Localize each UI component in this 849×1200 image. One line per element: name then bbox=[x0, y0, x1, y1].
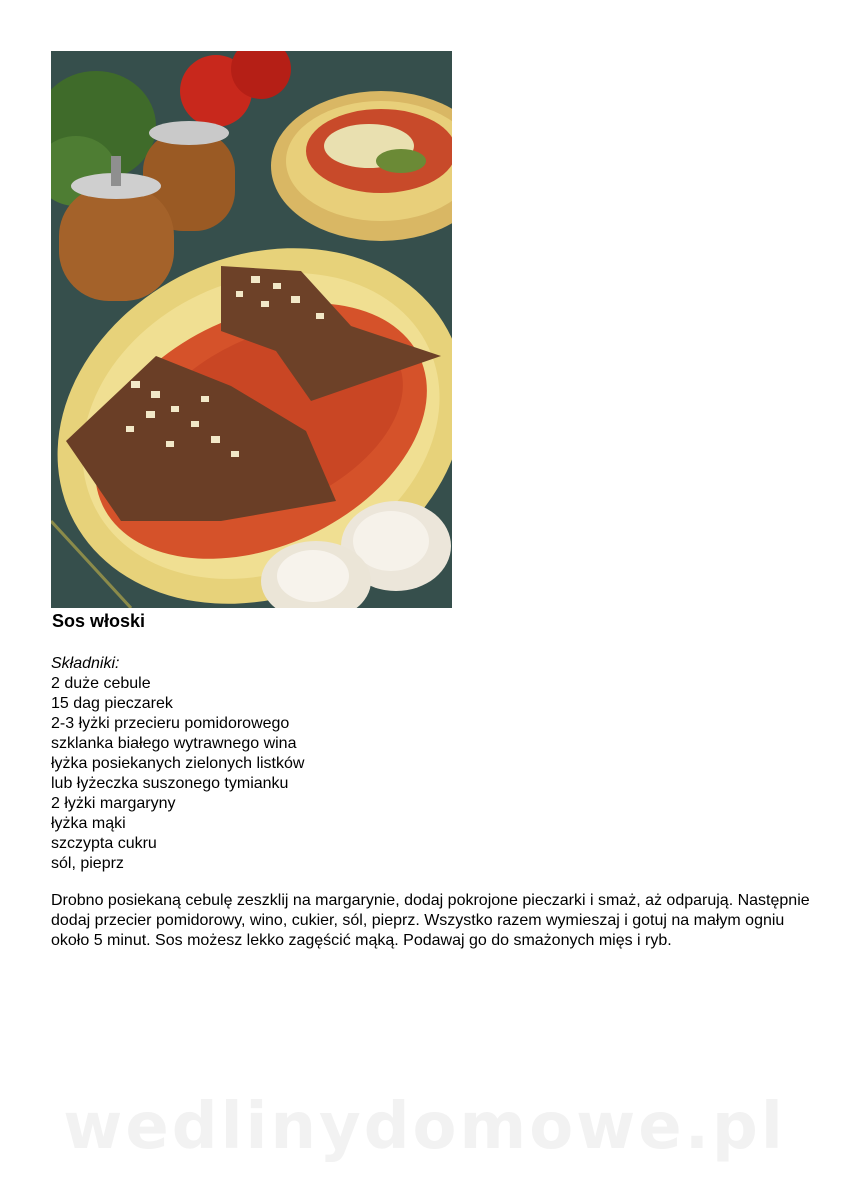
ingredient-item: łyżka mąki bbox=[51, 815, 126, 832]
ingredient-item: sól, pieprz bbox=[51, 855, 124, 872]
ingredient-item: szczypta cukru bbox=[51, 835, 157, 852]
ingredient-item: 2-3 łyżki przecieru pomidorowego bbox=[51, 715, 290, 732]
ingredient-item: 2 duże cebule bbox=[51, 675, 151, 692]
recipe-photo bbox=[51, 51, 452, 608]
ingredients-list bbox=[51, 654, 304, 874]
ingredient-item: 2 łyżki margaryny bbox=[51, 795, 176, 812]
ingredient-item: szklanka białego wytrawnego wina bbox=[51, 735, 297, 752]
ingredient-item: lub łyżeczka suszonego tymianku bbox=[51, 775, 289, 792]
ingredient-item: 15 dag pieczarek bbox=[51, 695, 173, 712]
site-watermark: wedlinydomowe.pl bbox=[63, 1090, 786, 1164]
recipe-instructions: Drobno posiekaną cebulę zeszklij na margarynie, dodaj pokrojone pieczarki i smaż, aż odparują. Następnie dodaj przecier pomidorowy, wino, cukier, sól, pieprz. Wszystko razem wymieszaj i gotuj na małym ogniu około 5 minut. Sos możesz lekko zagęścić mąką. Podawaj go do smażonych mięs i ryb. bbox=[51, 892, 810, 949]
recipe-title: Sos włoski bbox=[52, 611, 146, 631]
ingredients-label: Składniki: bbox=[51, 655, 120, 672]
ingredient-item: łyżka posiekanych zielonych listków bbox=[51, 755, 305, 772]
